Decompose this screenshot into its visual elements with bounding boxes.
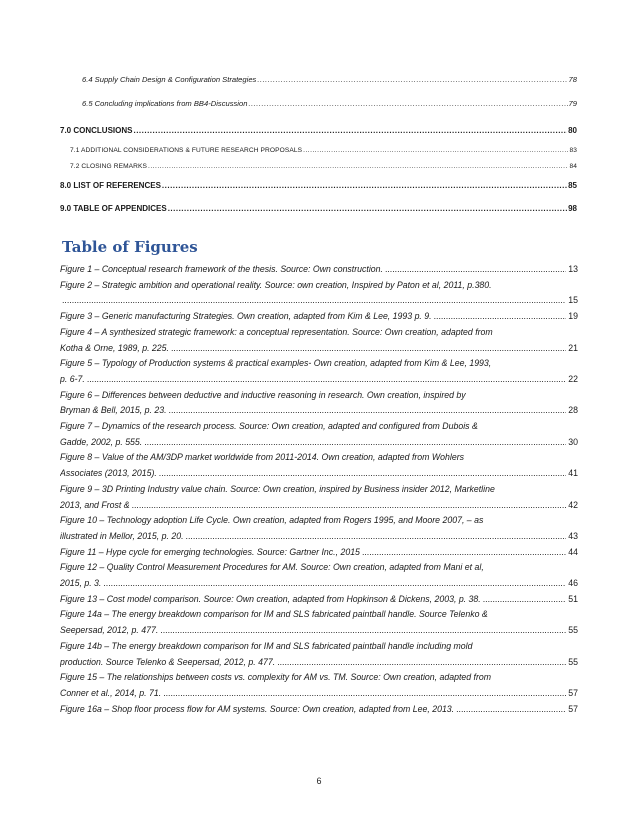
figure-entry[interactable] (60, 592, 578, 608)
dot-leader (434, 309, 567, 325)
figure-entry-page: 41 (568, 468, 578, 479)
figure-entry[interactable] (60, 278, 578, 309)
figure-entry-text: Figure 16a – Shop floor process flow for AM systems. Source: Own creation, adapted from Lee, 2013. (60, 703, 455, 714)
figure-entry-text: Figure 3 – Generic manufacturing Strategies. Own creation, adapted from Kim & Lee, 1993 p. 9. (60, 311, 432, 322)
figure-entry-text: Figure 10 – Technology adoption Life Cycle. Own creation, adapted from Rogers 1995, and Moore 2007, – as (60, 515, 484, 526)
figure-entry-text: Figure 15 – The relationships between costs vs. complexity for AM vs. TM. Source: Own creation, adapted from (60, 672, 492, 683)
toc-entry[interactable] (60, 181, 577, 190)
figure-entry-text: Figure 14a – The energy breakdown comparison for IM and SLS fabricated paintball handle. Source Telenko & (60, 609, 488, 620)
figure-entry[interactable] (60, 545, 578, 561)
toc-entry-page: 79 (568, 99, 577, 108)
figure-entry-page: 46 (568, 578, 578, 589)
figure-entry[interactable] (60, 560, 578, 591)
dot-leader (168, 204, 567, 213)
toc-entry-page: 85 (568, 181, 577, 190)
figure-entry-page: 44 (568, 546, 578, 557)
figure-entry-page: 30 (568, 436, 578, 447)
toc-entry-page: 98 (568, 204, 577, 213)
dot-leader (132, 498, 567, 514)
dot-leader (248, 99, 567, 108)
toc-entry[interactable] (60, 147, 577, 154)
toc-entry-label: 6.5 Concluding implications from BB4-Discussion (82, 99, 248, 108)
figure-entry-text: Figure 12 – Quality Control Measurement Procedures for AM. Source: Own creation, adapted from Mani et al, (60, 562, 484, 573)
figure-entry-text: p. 6-7. (60, 373, 85, 384)
dot-leader (277, 655, 566, 671)
dot-leader (159, 466, 566, 482)
figure-entry-text: Figure 2 – Strategic ambition and operational reality. Source: own creation, Inspired by Paton et al, 2011, p.380. (60, 279, 492, 290)
figure-entry[interactable] (60, 702, 578, 718)
table-of-figures-list (60, 262, 578, 717)
figure-entry-page: 15 (568, 295, 578, 306)
toc-entry-label: 7.0 CONCLUSIONS (60, 126, 133, 135)
toc-entry-page: 84 (569, 163, 577, 170)
dot-leader (162, 181, 567, 190)
figure-entry-text: Seepersad, 2012, p. 477. (60, 625, 159, 636)
figure-entry[interactable] (60, 262, 578, 278)
figure-entry-page: 57 (568, 703, 578, 714)
figure-entry-text: Associates (2013, 2015). (60, 468, 157, 479)
figure-entry-page: 43 (568, 530, 578, 541)
figure-entry-page: 42 (568, 499, 578, 510)
toc-entry-page: 83 (569, 147, 577, 154)
figure-entry-page: 57 (568, 687, 578, 698)
toc-entry-label: 7.2 CLOSING REMARKS (70, 163, 148, 170)
figure-entry-text: 2015, p. 3. (60, 578, 102, 589)
figure-entry-text: Figure 9 – 3D Printing Industry value chain. Source: Own creation, inspired by Business insider 2012, Marketline (60, 483, 495, 494)
figure-entry-page: 28 (568, 405, 578, 416)
figure-entry[interactable] (60, 356, 578, 387)
dot-leader (257, 75, 567, 84)
toc-entry[interactable] (60, 204, 577, 213)
figure-entry[interactable] (60, 450, 578, 481)
figure-entry-text: Gadde, 2002, p. 555. (60, 436, 143, 447)
figure-entry-text: Figure 8 – Value of the AM/3DP market worldwide from 2011-2014. Own creation, adapted from Wohlers (60, 452, 464, 463)
figure-entry-text: 2013, and Frost & (60, 499, 130, 510)
figure-entry-page: 19 (568, 311, 578, 322)
toc-entry-label: 8.0 LIST OF REFERENCES (60, 181, 161, 190)
figure-entry-text: Kotha & Orne, 1989, p. 225. (60, 342, 169, 353)
figure-entry-text: Figure 13 – Cost model comparison. Source: Own creation, adapted from Hopkinson & Dickens, 2003, p. 38. (60, 593, 481, 604)
figure-entry-page: 51 (568, 593, 578, 604)
dot-leader (103, 576, 566, 592)
figure-entry-page: 22 (568, 373, 578, 384)
figure-entry[interactable] (60, 513, 578, 544)
dot-leader (186, 529, 567, 545)
figure-entry[interactable] (60, 670, 578, 701)
dot-leader (171, 341, 566, 357)
toc-entry-label: 9.0 TABLE OF APPENDICES (60, 204, 167, 213)
dot-leader (483, 592, 567, 608)
toc-entry-label: 7.1 ADDITIONAL CONSIDERATIONS & FUTURE RESEARCH PROPOSALS (70, 147, 303, 154)
figure-entry-page: 55 (568, 625, 578, 636)
figure-entry[interactable] (60, 639, 578, 670)
figure-entry-text: Figure 4 – A synthesized strategic framework: a conceptual representation. Source: Own creation, adapted from (60, 326, 493, 337)
figure-entry-text: Figure 11 – Hype cycle for emerging technologies. Source: Gartner Inc., 2015 (60, 546, 360, 557)
figure-entry-text: Figure 7 – Dynamics of the research process. Source: Own creation, adapted and configured from Dubois & (60, 421, 478, 432)
dot-leader (133, 126, 567, 135)
figure-entry-text: Figure 6 – Differences between deductive and inductive reasoning in research. Own creation, inspired by (60, 389, 466, 400)
figure-entry-text: production. Source Telenko & Seepersad, 2012, p. 477. (60, 656, 276, 667)
figure-entry-text: illustrated in Mellor, 2015, p. 20. (60, 530, 184, 541)
dot-leader (303, 147, 568, 154)
toc-entry-page: 80 (568, 126, 577, 135)
figure-entry-page: 55 (568, 656, 578, 667)
dot-leader (62, 293, 566, 309)
figure-entry[interactable] (60, 607, 578, 638)
toc-entry-label: 6.4 Supply Chain Design & Configuration Strategies (82, 75, 257, 84)
toc-entry[interactable] (60, 126, 577, 135)
toc-entry[interactable] (60, 99, 577, 108)
figure-entry-text: Figure 14b – The energy breakdown comparison for IM and SLS fabricated paintball handle including mold (60, 640, 473, 651)
figure-entry[interactable] (60, 309, 578, 325)
dot-leader (160, 623, 566, 639)
table-of-figures-heading: Table of Figures (62, 238, 198, 256)
figure-entry[interactable] (60, 482, 578, 513)
figure-entry[interactable] (60, 325, 578, 356)
toc-entry[interactable] (60, 163, 577, 170)
dot-leader (163, 686, 566, 702)
figure-entry[interactable] (60, 419, 578, 450)
dot-leader (385, 262, 566, 278)
figure-entry-text: Figure 1 – Conceptual research framework of the thesis. Source: Own construction. (60, 264, 383, 274)
dot-leader (456, 702, 566, 718)
figure-entry-text: Figure 5 – Typology of Production systems & practical examples- Own creation, adapted from Kim & Lee, 1993, (60, 358, 492, 369)
page-number: 6 (316, 776, 322, 786)
dot-leader (169, 403, 567, 419)
dot-leader (362, 545, 566, 561)
figure-entry-page: 21 (568, 342, 578, 353)
toc-entry[interactable] (60, 75, 577, 84)
dot-leader (148, 163, 568, 170)
figure-entry[interactable] (60, 388, 578, 419)
figure-entry-page: 13 (568, 264, 578, 274)
figure-entry-text: Conner et al., 2014, p. 71. (60, 687, 162, 698)
dot-leader (87, 372, 566, 388)
toc-entry-page: 78 (568, 75, 577, 84)
dot-leader (144, 435, 566, 451)
figure-entry-text: Bryman & Bell, 2015, p. 23. (60, 405, 167, 416)
